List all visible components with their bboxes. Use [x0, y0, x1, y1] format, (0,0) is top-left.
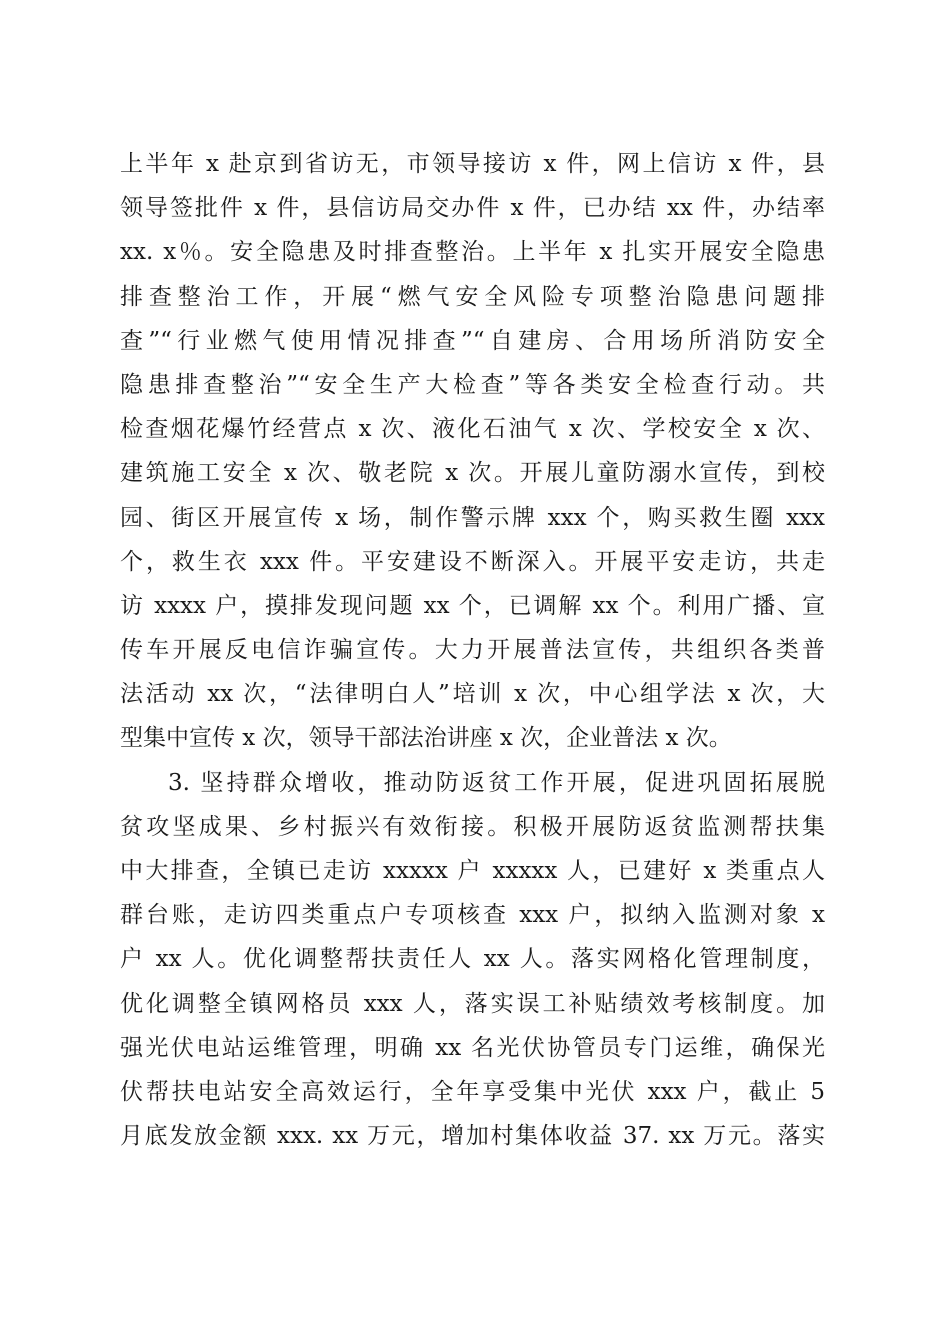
text-line: 型集中宣传 x 次，领导干部法治讲座 x 次，企业普法 x 次。: [120, 725, 732, 752]
text-line: 上半年 x 赴京到省访无，市领导接访 x 件，网上信访 x 件，县: [120, 151, 825, 177]
paragraph-safety-stability: [120, 142, 825, 761]
text-line: 个，救生衣 xxx 件。平安建设不断深入。开展平安走访，共走: [120, 548, 825, 575]
text-line: 隐患排查整治”“安全生产大检查”等各类安全检查行动。共: [120, 371, 825, 398]
text-line: 查”“行业燃气使用情况排查”“自建房、合用场所消防安全: [120, 327, 825, 354]
text-line: 优化调整全镇网格员 xxx 人，落实误工补贴绩效考核制度。加: [120, 990, 825, 1017]
document-body: [120, 142, 825, 1158]
text-line: xx. x％。安全隐患及时排查整治。上半年 x 扎实开展安全隐患: [120, 239, 825, 266]
text-line: 伏帮扶电站安全高效运行，全年享受集中光伏 xxx 户，截止 5: [120, 1078, 825, 1105]
text-line: 排查整治工作，开展“燃气安全风险专项整治隐患问题排: [120, 283, 825, 310]
text-line: 贫攻坚成果、乡村振兴有效衔接。积极开展防返贫监测帮扶集: [120, 813, 825, 840]
text-line: 法活动 xx 次，“法律明白人”培训 x 次，中心组学法 x 次，大: [120, 681, 825, 708]
text-line: 建筑施工安全 x 次、敬老院 x 次。开展儿童防溺水宣传，到校: [120, 460, 825, 487]
paragraph-heading-line: 3. 坚持群众增收，推动防返贫工作开展，促进巩固拓展脱: [168, 769, 825, 796]
text-line: 访 xxxx 户，摸排发现问题 xx 个，已调解 xx 个。利用广播、宣: [120, 592, 825, 619]
text-line: 领导签批件 x 件，县信访局交办件 x 件，已办结 xx 件，办结率: [120, 195, 825, 222]
text-line: 传车开展反电信诈骗宣传。大力开展普法宣传，共组织各类普: [120, 637, 825, 664]
paragraph-poverty-prevention: [120, 761, 825, 1159]
text-line: 检查烟花爆竹经营点 x 次、液化石油气 x 次、学校安全 x 次、: [120, 416, 825, 443]
text-line: 园、街区开展宣传 x 场，制作警示牌 xxx 个，购买救生圈 xxx: [120, 504, 825, 531]
text-line: 月底发放金额 xxx. xx 万元，增加村集体收益 37. xx 万元。落实: [120, 1123, 825, 1150]
text-line: 中大排查，全镇已走访 xxxxx 户 xxxxx 人，已建好 x 类重点人: [120, 858, 825, 884]
text-line: 强光伏电站运维管理，明确 xx 名光伏协管员专门运维，确保光: [120, 1034, 825, 1061]
text-line: 群台账，走访四类重点户专项核查 xxx 户，拟纳入监测对象 x: [120, 902, 825, 929]
text-line: 户 xx 人。优化调整帮扶责任人 xx 人。落实网格化管理制度，: [120, 946, 825, 973]
